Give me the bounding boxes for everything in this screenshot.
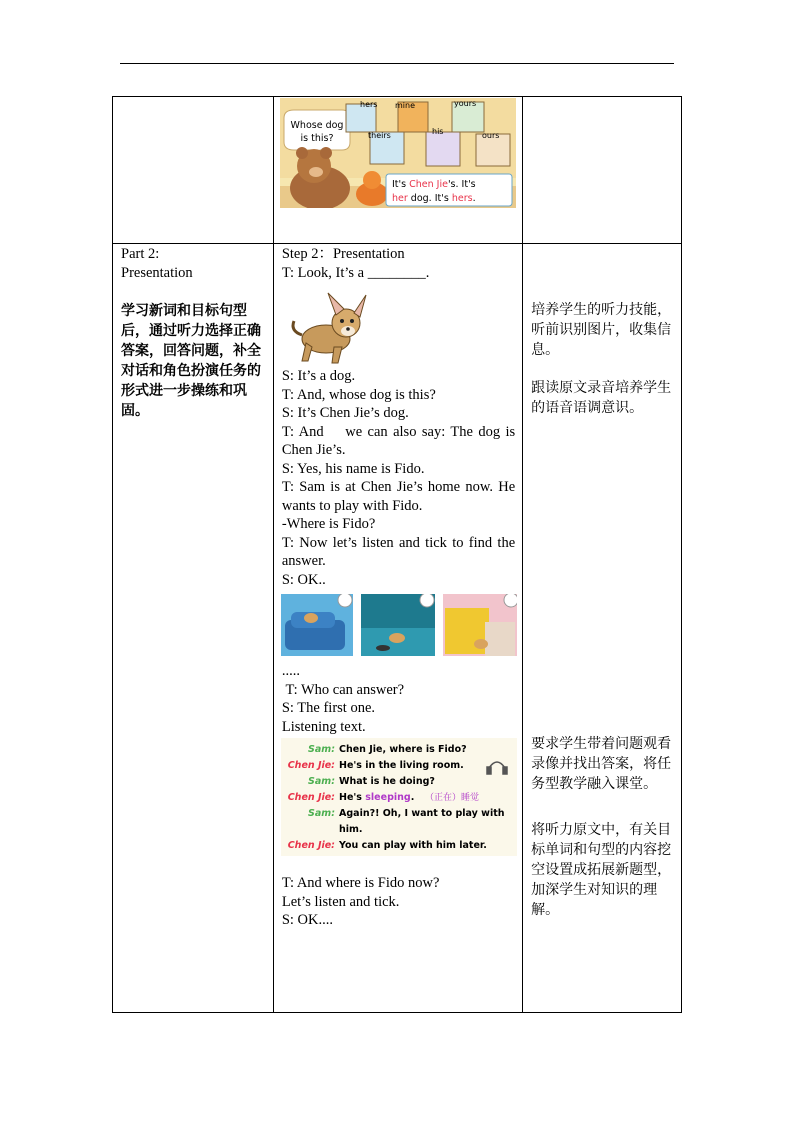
- label-yours: yours: [453, 99, 476, 108]
- dialog-line: Let’s listen and tick.: [281, 893, 400, 910]
- dialogue-line: You can play with him later.: [338, 840, 487, 851]
- speaker-chen-jie: Chen Jie:: [287, 792, 335, 803]
- dialog-line: -Where is Fido?: [281, 516, 376, 532]
- row1-col1: [113, 97, 274, 244]
- dialog-line: S: OK..: [281, 571, 326, 588]
- dialog-line: T: Sam is at Chen Jie’s home now. He wants to play with Fido.: [281, 479, 519, 514]
- label-ours: ours: [481, 131, 500, 140]
- dialogue-line: He's in the living room.: [338, 760, 464, 771]
- table-row: [113, 97, 682, 244]
- label-hers: hers: [359, 100, 378, 109]
- dialog-line: S: Yes, his name is Fido.: [281, 460, 425, 477]
- dialog-line: T: And, whose dog is this?: [281, 386, 436, 403]
- label-mine: mine: [394, 101, 415, 110]
- label-his: his: [431, 127, 444, 136]
- caption-line-1: It's Chen Jie's. It's: [391, 179, 476, 190]
- row2-col1: [113, 244, 274, 1013]
- dialog-line: S: OK....: [281, 912, 334, 928]
- dialog-line: T: Look, It’s a ________.: [281, 264, 430, 281]
- teaching-note-3: 要求学生带着问题观看录像并找出答案，将任务型教学融入课堂。: [531, 736, 672, 792]
- dialogue-line: What is he doing?: [338, 776, 435, 787]
- dialogue-line: Chen Jie, where is Fido?: [338, 744, 467, 755]
- dialog-line: T: And where is Fido now?: [281, 875, 440, 891]
- gloss-sleeping: （正在）睡觉: [424, 793, 479, 803]
- speaker-chen-jie: Chen Jie:: [287, 840, 335, 851]
- row1-col2: [273, 97, 522, 244]
- row2-col2: [273, 244, 522, 1013]
- lesson-plan-table: [112, 96, 682, 1013]
- label-theirs: theirs: [367, 131, 391, 140]
- dog-illustration: [288, 291, 368, 367]
- bubble-line-1: Whose dog: [290, 120, 344, 131]
- dialogue-line: him.: [338, 824, 363, 835]
- dialog-line: T: Now let’s listen and tick to find the answer.: [281, 534, 519, 569]
- dialog-line: T: Who can answer?: [281, 681, 405, 698]
- table-row: [113, 244, 682, 1013]
- speaker-chen-jie: Chen Jie:: [287, 760, 335, 771]
- dialog-line: T: And we can also say: The dog is Chen Jie’s.: [281, 423, 519, 458]
- speaker-sam: Sam:: [307, 744, 335, 755]
- dialog-line: .....: [281, 663, 300, 679]
- dialogue-line: Again?! Oh, I want to play with: [338, 808, 505, 819]
- teaching-note-2: 跟读原文录音培养学生的语音语调意识。: [531, 380, 672, 416]
- part-title-line-1: Part 2:: [121, 246, 160, 262]
- speaker-sam: Sam:: [307, 776, 335, 787]
- row2-col3: [523, 244, 682, 1013]
- part-description: 学习新词和目标句型后，通过听力选择正确答案，回答问题，补全对话和角色扮演任务的形式进一步操练和巩固。: [121, 303, 261, 419]
- caption-line-2: her dog. It's hers.: [391, 193, 476, 204]
- header-rule: [120, 63, 674, 64]
- dialog-line: S: It’s Chen Jie’s dog.: [281, 405, 409, 421]
- part-title-line-2: Presentation: [121, 264, 193, 281]
- teaching-note-4: 将听力原文中，有关目标单词和句型的内容挖空设置成拓展新题型，加深学生对知识的理解。: [531, 822, 672, 918]
- teaching-note-1: 培养学生的听力技能，听前识别图片，收集信息。: [531, 302, 672, 358]
- speaker-sam: Sam:: [307, 808, 335, 819]
- dialog-line: S: It’s a dog.: [281, 368, 356, 384]
- dialog-line: Listening text.: [281, 718, 366, 735]
- bubble-line-2: is this?: [300, 133, 334, 144]
- step-title: Step 2：Presentation: [281, 246, 405, 262]
- dialog-line: S: The first one.: [281, 700, 376, 716]
- dialogue-line: He's sleeping.: [338, 792, 415, 803]
- listening-text-panel: [281, 738, 517, 856]
- room-choice-pictures: [281, 594, 517, 656]
- possessive-pronoun-illustration: [280, 98, 516, 208]
- row1-col3: [523, 97, 682, 244]
